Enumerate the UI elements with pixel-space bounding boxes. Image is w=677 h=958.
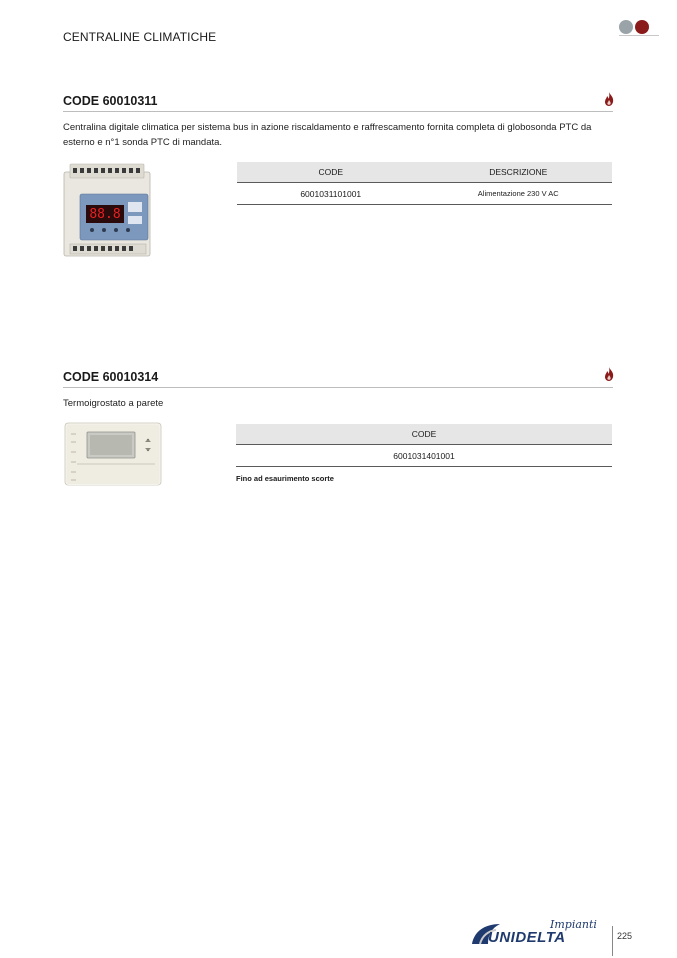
gray-dot-icon [619, 20, 633, 34]
product-2-description: Termoigrostato a parete [63, 398, 164, 409]
stock-note: Fino ad esaurimento scorte [236, 474, 334, 483]
header-line [619, 35, 659, 36]
page-number-divider [612, 926, 613, 956]
display-readout: 88.8 [89, 207, 121, 222]
table-header-row [237, 162, 612, 183]
column-header-descrizione: DESCRIZIONE [425, 162, 613, 183]
unidelta-logo [470, 914, 610, 948]
product-1-title: CODE 60010311 [63, 94, 158, 108]
brand-script: Impianti [550, 918, 597, 931]
table-row [236, 445, 612, 467]
page-number: 225 [617, 931, 633, 941]
column-header-code: CODE [236, 424, 612, 445]
brand-name: UNIDELTA [488, 929, 566, 946]
cell-code: 6001031101001 [237, 183, 425, 205]
cell-description: Alimentazione 230 V AC [425, 183, 613, 205]
product-2-table [236, 424, 612, 467]
controller-image [60, 160, 155, 260]
flame-icon [604, 367, 614, 381]
section-title: CENTRALINE CLIMATICHE [63, 30, 217, 44]
table-row [237, 183, 612, 205]
red-dot-icon [635, 20, 649, 34]
column-header-code: CODE [237, 162, 425, 183]
cell-code: 6001031401001 [236, 445, 612, 467]
product-2-title: CODE 60010314 [63, 370, 159, 384]
flame-icon [604, 92, 614, 106]
divider [63, 387, 613, 388]
header-decoration [617, 18, 677, 38]
thermostat-image [63, 420, 163, 488]
product-1-table [237, 162, 612, 205]
divider [63, 111, 613, 112]
table-header-row [236, 424, 612, 445]
product-1-description: Centralina digitale climatica per sistema bus in azione riscaldamento e raffrescamento fornita completa di globosonda PTC da esterno e n°1 sonda PTC di mandata. [63, 122, 592, 148]
